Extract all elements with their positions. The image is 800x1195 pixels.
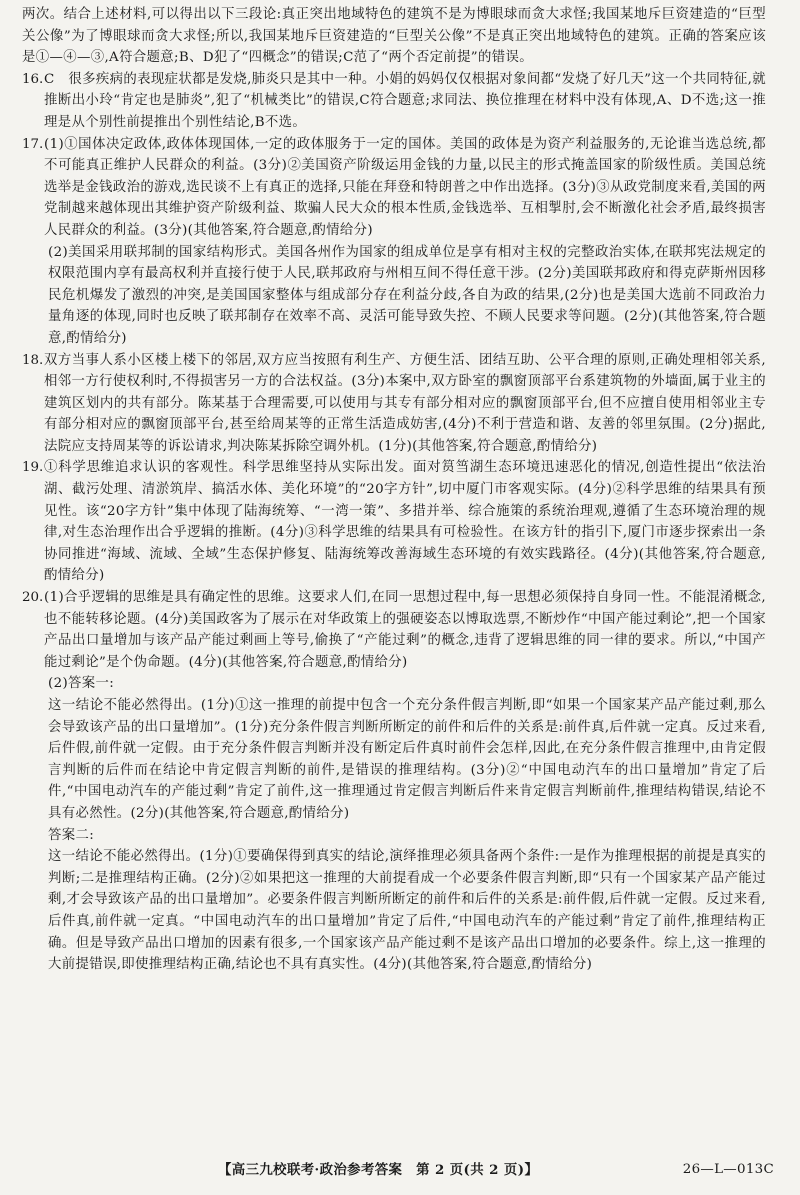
- answer-list: [22, 69, 766, 976]
- question-number: 17.: [22, 136, 44, 152]
- question-number: 18.: [22, 352, 44, 368]
- question-number: 20.: [22, 590, 44, 606]
- intro-paragraph: 两次。结合上述材料,可以得出以下三段论:真正突出地域特色的建筑不是为博眼球而贪大求怪;我国某地斥巨资建造的“巨型关公像”为了博眼球而贪大求怪;所以,我国某地斥巨资建造的“巨型关公像”不是真正突出地域特色的建筑。正确的答案应该是①—④—③,A符合题意;B、D犯了“四概念”的错误;C范了“两个否定前提”的错误。: [22, 7, 766, 66]
- answer-paragraph: (2)答案一:: [48, 676, 115, 692]
- answer-paragraph: 这一结论不能必然得出。(1分)①要确保得到真实的结论,演绎推理必须具备两个条件:一是作为推理根据的前提是真实的判断;二是推理结构正确。(2分)②如果把这一推理的大前提看成一个必要条件假言判断,即“只有一个国家某产品产能过剩,才会导致该产品的出口量增加”。必要条件假言判断所断定的前件和后件的关系是:前件假,后件就一定假。反过来看,后件真,前件就一定真。“中国电动汽车的出口量增加”肯定了后件,“中国电动汽车的产能过剩”肯定了前件,推理结构正确。但是导致产品出口增加的因素有很多,一个国家该产品产能过剩不是该产品出口增加的必要条件。综上,这一推理的大前提错误,即使推理结构正确,结论也不具有真实性。(4分)(其他答案,符合题意,酌情给分): [48, 849, 766, 973]
- answer-item: [22, 69, 766, 134]
- answer-item: [22, 587, 766, 673]
- answer-item: [22, 457, 766, 587]
- answer-paragraph: (1)合乎逻辑的思维是具有确定性的思维。这要求人们,在同一思想过程中,每一思想必须保持自身同一性。不能混淆概念,也不能转移论题。(4分)美国政客为了展示在对华政策上的强硬姿态以博取选票,不断炒作“中国产能过剩论”,把一个国家产品出口量增加与该产品产能过剩画上等号,偷换了“产能过剩”的概念,违背了逻辑思维的同一律的要求。所以,“中国产能过剩论”是个伪命题。(4分)(其他答案,符合题意,酌情给分): [44, 590, 766, 670]
- answer-paragraph: ①科学思维追求认识的客观性。科学思维坚持从实际出发。面对筼筜湖生态环境迅速恶化的情况,创造性提出“依法治湖、截污处理、清淤筑岸、搞活水体、美化环境”的“20字方针”,切中厦门市客观实际。(4分)②科学思维的结果具有预见性。该“20字方针”集中体现了陆海统筹、“一湾一策”、多措并举、综合施策的系统治理观,遵循了生态环境治理的规律,对生态治理作出合乎逻辑的推断。(4分)③科学思维的结果具有可检验性。在该方针的指引下,厦门市逐步探索出一条协同推进“海域、流域、全域”生态保护修复、陆海统筹改善海域生态环境的有效实践路径。(4分)(其他答案,符合题意,酌情给分): [44, 460, 766, 584]
- answer-paragraph: (1)①国体决定政体,政体体现国体,一定的政体服务于一定的国体。美国的政体是为资产利益服务的,无论谁当选总统,都不可能真正维护人民群众的利益。(3分)②美国资产阶级运用金钱的力量,以民主的形式掩盖国家的阶级性质。美国总统选举是金钱政治的游戏,选民谈不上有真正的选择,只能在拜登和特朗普之中作出选择。(3分)③从政党制度来看,美国的两党制越来越体现出其维护资产阶级利益、欺骗人民大众的根本性质,金钱选举、互相掣肘,会不断激化社会矛盾,最终损害人民群众的利益。(3分)(其他答案,符合题意,酌情给分): [44, 136, 766, 238]
- answer-paragraph: (2)美国采用联邦制的国家结构形式。美国各州作为国家的组成单位是享有相对主权的完整政治实体,在联邦宪法规定的权限范围内享有最高权利并直接行使于人民,联邦政府与州相互间不得任意干涉。(2分)美国联邦政府和得克萨斯州因移民危机爆发了激烈的冲突,是美国国家整体与组成部分存在利益分歧,各自为政的结果,(2分)也是美国大选前不同政治力量角逐的体现,同时也反映了联邦制存在效率不高、灵活可能导致失控、不顾人民要求等问题。(2分)(其他答案,符合题意,酌情给分): [48, 244, 766, 346]
- answer-paragraph: 这一结论不能必然得出。(1分)①这一推理的前提中包含一个充分条件假言判断,即“如果一个国家某产品产能过剩,那么会导致该产品的出口量增加”。(1分)充分条件假言判断所断定的前件和后件的关系是:前件真,后件就一定真。反过来看,后件假,前件就一定假。由于充分条件假言判断并没有断定后件真时前件会怎样,因此,在充分条件假言推理中,由肯定假言判断的后件而在结论中肯定假言判断的前件,是错误的推理结构。(3分)②“中国电动汽车的出口量增加”肯定了后件,“中国电动汽车的产能过剩”肯定了前件,这一推理通过肯定假言判断后件来肯定假言判断前件,推理结构错误,结论不具有必然性。(2分)(其他答案,符合题意,酌情给分): [48, 698, 766, 821]
- footer-title: 【高三九校联考·政治参考答案 第 2 页(共 2 页)】: [218, 1162, 539, 1178]
- footer-code: 26—L—013C: [682, 1162, 774, 1177]
- answer-item: [22, 134, 766, 242]
- answer-paragraph: 答案二:: [48, 827, 95, 843]
- question-number: 16.: [22, 71, 44, 87]
- answer-paragraph: 双方当事人系小区楼上楼下的邻居,双方应当按照有利生产、方便生活、团结互助、公平合理的原则,正确处理相邻关系,相邻一方行使权利时,不得损害另一方的合法权益。(3分)本案中,双方卧室的飘窗顶部平台系建筑物的外墙面,属于业主的建筑区划内的共有部分。陈某基于合理需要,可以使用与其专有部分相对应的飘窗顶部平台,但不应擅自使用相邻业主专有部分相对应的飘窗顶部平台,甚至给周某等的正常生活造成妨害,(4分)不利于营造和谐、友善的邻里氛围。(2分)据此,法院应支持周某等的诉讼请求,判决陈某拆除空调外机。(1分)(其他答案,符合题意,酌情给分): [44, 352, 766, 454]
- answer-item: [22, 350, 766, 458]
- question-number: 19.: [22, 460, 44, 476]
- answer-paragraph: C 很多疾病的表现症状都是发烧,肺炎只是其中一种。小娟的妈妈仅仅根据对象间都“发烧了好几天”这一个共同特征,就推断出小玲“肯定也是肺炎”,犯了“机械类比”的错误,C符合题意;求同法、换位推理在材料中没有体现,A、D不选;这一推理是从个别性前提推出个别性结论,B不选。: [44, 71, 766, 130]
